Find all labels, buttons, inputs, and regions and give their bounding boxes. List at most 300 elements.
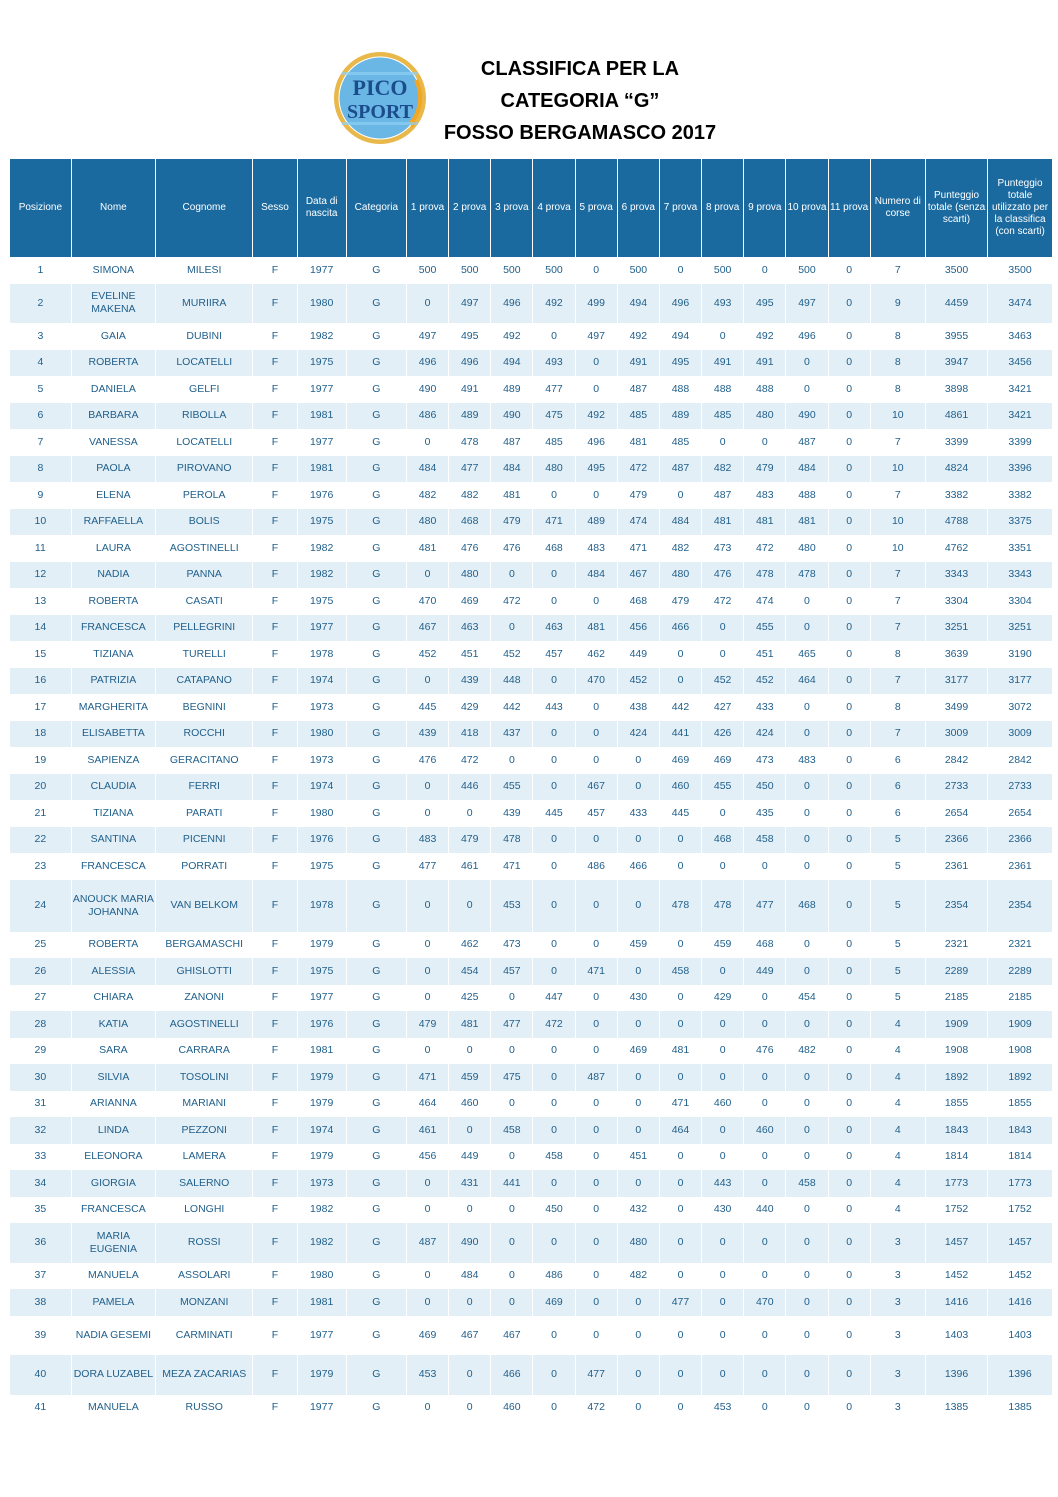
race-score-cell: 492 <box>575 403 617 430</box>
race-score-cell: 464 <box>659 1117 701 1144</box>
position-cell: 38 <box>10 1289 71 1316</box>
category-cell: G <box>346 853 406 880</box>
race-score-cell: 443 <box>702 1170 744 1197</box>
position-cell: 19 <box>10 747 71 774</box>
table-row <box>10 880 1052 932</box>
total-score-cell: 4861 <box>925 403 987 430</box>
total-score-cell: 3898 <box>925 376 987 403</box>
race-score-cell: 0 <box>659 932 701 959</box>
total-score-cell: 3399 <box>925 429 987 456</box>
race-score-cell: 458 <box>744 827 786 854</box>
races-count-cell: 6 <box>870 747 925 774</box>
race-score-cell: 0 <box>617 1170 659 1197</box>
race-score-cell: 0 <box>828 1117 870 1144</box>
race-score-cell: 0 <box>575 257 617 284</box>
races-count-cell: 9 <box>870 284 925 324</box>
race-score-cell: 470 <box>744 1289 786 1316</box>
race-score-cell: 472 <box>617 456 659 483</box>
races-count-cell: 6 <box>870 774 925 801</box>
race-score-cell: 483 <box>575 535 617 562</box>
race-score-cell: 460 <box>744 1117 786 1144</box>
race-score-cell: 442 <box>659 694 701 721</box>
sex-cell: F <box>253 1038 297 1065</box>
birth-year-cell: 1978 <box>297 641 346 668</box>
race-score-cell: 493 <box>702 284 744 324</box>
race-score-cell: 438 <box>617 694 659 721</box>
race-score-cell: 481 <box>449 1011 491 1038</box>
table-row <box>10 456 1052 483</box>
first-name-cell: EVELINE MAKENA <box>71 284 155 324</box>
race-score-cell: 424 <box>617 721 659 748</box>
first-name-cell: TIZIANA <box>71 641 155 668</box>
race-score-cell: 491 <box>702 350 744 377</box>
race-score-cell: 477 <box>491 1011 533 1038</box>
last-name-cell: FERRI <box>156 774 253 801</box>
race-score-cell: 477 <box>575 1355 617 1395</box>
position-cell: 27 <box>10 985 71 1012</box>
race-score-cell: 0 <box>617 1011 659 1038</box>
position-cell: 8 <box>10 456 71 483</box>
races-count-cell: 8 <box>870 323 925 350</box>
table-row <box>10 747 1052 774</box>
total-score-cell: 2842 <box>925 747 987 774</box>
first-name-cell: MARGHERITA <box>71 694 155 721</box>
race-score-cell: 0 <box>744 1316 786 1356</box>
race-score-cell: 477 <box>744 880 786 932</box>
race-score-cell: 0 <box>786 1117 828 1144</box>
last-name-cell: RIBOLLA <box>156 403 253 430</box>
race-score-cell: 468 <box>449 509 491 536</box>
race-score-cell: 468 <box>617 588 659 615</box>
races-count-cell: 4 <box>870 1011 925 1038</box>
total-score-cell: 3177 <box>925 668 987 695</box>
race-score-cell: 0 <box>786 1064 828 1091</box>
race-score-cell: 0 <box>491 1289 533 1316</box>
races-count-cell: 5 <box>870 932 925 959</box>
last-name-cell: PICENNI <box>156 827 253 854</box>
race-score-cell: 0 <box>491 747 533 774</box>
race-score-cell: 0 <box>828 774 870 801</box>
birth-year-cell: 1979 <box>297 932 346 959</box>
race-score-cell: 493 <box>533 350 575 377</box>
race-score-cell: 0 <box>786 588 828 615</box>
race-score-cell: 0 <box>575 1316 617 1356</box>
race-score-cell: 500 <box>786 257 828 284</box>
birth-year-cell: 1982 <box>297 562 346 589</box>
races-count-cell: 3 <box>870 1223 925 1263</box>
race-score-cell: 445 <box>406 694 448 721</box>
race-score-cell: 467 <box>406 615 448 642</box>
race-score-cell: 482 <box>702 456 744 483</box>
race-score-cell: 469 <box>617 1038 659 1065</box>
birth-year-cell: 1977 <box>297 985 346 1012</box>
race-score-cell: 458 <box>786 1170 828 1197</box>
race-score-cell: 0 <box>828 1011 870 1038</box>
race-score-cell: 445 <box>659 800 701 827</box>
races-count-cell: 10 <box>870 535 925 562</box>
table-row <box>10 535 1052 562</box>
race-score-cell: 0 <box>828 615 870 642</box>
birth-year-cell: 1977 <box>297 376 346 403</box>
first-name-cell: FRANCESCA <box>71 853 155 880</box>
race-score-cell: 0 <box>659 1170 701 1197</box>
total-score-cell: 2654 <box>925 800 987 827</box>
total-score-cell: 1773 <box>925 1170 987 1197</box>
pico-sport-logo <box>332 50 428 146</box>
last-name-cell: ASSOLARI <box>156 1263 253 1290</box>
race-score-cell: 0 <box>575 1223 617 1263</box>
races-count-cell: 7 <box>870 668 925 695</box>
race-score-cell: 500 <box>449 257 491 284</box>
race-score-cell: 0 <box>786 1263 828 1290</box>
race-score-cell: 454 <box>449 958 491 985</box>
race-score-cell: 0 <box>533 1170 575 1197</box>
race-score-cell: 0 <box>659 482 701 509</box>
first-name-cell: FRANCESCA <box>71 1197 155 1224</box>
ranking-score-cell: 1385 <box>988 1395 1052 1422</box>
race-score-cell: 488 <box>659 376 701 403</box>
race-score-cell: 450 <box>744 774 786 801</box>
position-cell: 3 <box>10 323 71 350</box>
column-header: Sesso <box>253 159 297 257</box>
race-score-cell: 460 <box>449 1091 491 1118</box>
ranking-table <box>10 159 1052 1421</box>
race-score-cell: 471 <box>659 1091 701 1118</box>
race-score-cell: 0 <box>449 800 491 827</box>
birth-year-cell: 1981 <box>297 456 346 483</box>
race-score-cell: 468 <box>744 932 786 959</box>
first-name-cell: NADIA <box>71 562 155 589</box>
birth-year-cell: 1980 <box>297 284 346 324</box>
race-score-cell: 0 <box>702 1355 744 1395</box>
race-score-cell: 476 <box>702 562 744 589</box>
race-score-cell: 459 <box>617 932 659 959</box>
svg-text:PICO: PICO <box>352 75 408 100</box>
race-score-cell: 0 <box>617 1289 659 1316</box>
race-score-cell: 0 <box>828 1170 870 1197</box>
race-score-cell: 0 <box>533 880 575 932</box>
race-score-cell: 478 <box>786 562 828 589</box>
race-score-cell: 492 <box>491 323 533 350</box>
last-name-cell: PEZZONI <box>156 1117 253 1144</box>
race-score-cell: 0 <box>533 668 575 695</box>
column-header: Categoria <box>346 159 406 257</box>
total-score-cell: 4459 <box>925 284 987 324</box>
category-cell: G <box>346 668 406 695</box>
column-header: Punteggio totale (senza scarti) <box>925 159 987 257</box>
race-score-cell: 489 <box>491 376 533 403</box>
races-count-cell: 3 <box>870 1289 925 1316</box>
sex-cell: F <box>253 1011 297 1038</box>
total-score-cell: 2366 <box>925 827 987 854</box>
race-score-cell: 483 <box>744 482 786 509</box>
sex-cell: F <box>253 985 297 1012</box>
race-score-cell: 0 <box>533 747 575 774</box>
races-count-cell: 5 <box>870 853 925 880</box>
birth-year-cell: 1974 <box>297 1117 346 1144</box>
race-score-cell: 0 <box>575 1170 617 1197</box>
race-score-cell: 479 <box>659 588 701 615</box>
race-score-cell: 451 <box>449 641 491 668</box>
ranking-score-cell: 3421 <box>988 403 1052 430</box>
first-name-cell: CHIARA <box>71 985 155 1012</box>
races-count-cell: 7 <box>870 615 925 642</box>
race-score-cell: 459 <box>702 932 744 959</box>
last-name-cell: MURIIRA <box>156 284 253 324</box>
race-score-cell: 0 <box>449 1289 491 1316</box>
total-score-cell: 3343 <box>925 562 987 589</box>
races-count-cell: 3 <box>870 1355 925 1395</box>
category-cell: G <box>346 827 406 854</box>
ranking-score-cell: 2354 <box>988 880 1052 932</box>
column-header: 9 prova <box>744 159 786 257</box>
race-score-cell: 0 <box>828 535 870 562</box>
race-score-cell: 0 <box>406 958 448 985</box>
race-score-cell: 475 <box>533 403 575 430</box>
race-score-cell: 440 <box>744 1197 786 1224</box>
race-score-cell: 500 <box>491 257 533 284</box>
race-score-cell: 484 <box>659 509 701 536</box>
birth-year-cell: 1975 <box>297 588 346 615</box>
total-score-cell: 3947 <box>925 350 987 377</box>
race-score-cell: 0 <box>828 853 870 880</box>
category-cell: G <box>346 1289 406 1316</box>
sex-cell: F <box>253 456 297 483</box>
race-score-cell: 0 <box>828 257 870 284</box>
first-name-cell: ELEONORA <box>71 1144 155 1171</box>
table-row <box>10 403 1052 430</box>
first-name-cell: ARIANNA <box>71 1091 155 1118</box>
race-score-cell: 0 <box>786 958 828 985</box>
birth-year-cell: 1979 <box>297 1144 346 1171</box>
last-name-cell: GHISLOTTI <box>156 958 253 985</box>
race-score-cell: 0 <box>575 350 617 377</box>
race-score-cell: 0 <box>533 1117 575 1144</box>
race-score-cell: 0 <box>575 588 617 615</box>
race-score-cell: 500 <box>617 257 659 284</box>
birth-year-cell: 1981 <box>297 1038 346 1065</box>
race-score-cell: 478 <box>744 562 786 589</box>
first-name-cell: GAIA <box>71 323 155 350</box>
sex-cell: F <box>253 509 297 536</box>
sex-cell: F <box>253 1355 297 1395</box>
race-score-cell: 0 <box>659 1064 701 1091</box>
race-score-cell: 0 <box>828 284 870 324</box>
race-score-cell: 451 <box>617 1144 659 1171</box>
race-score-cell: 481 <box>702 509 744 536</box>
race-score-cell: 0 <box>533 774 575 801</box>
birth-year-cell: 1982 <box>297 323 346 350</box>
races-count-cell: 4 <box>870 1170 925 1197</box>
race-score-cell: 0 <box>575 721 617 748</box>
race-score-cell: 0 <box>744 853 786 880</box>
race-score-cell: 480 <box>744 403 786 430</box>
race-score-cell: 0 <box>702 1011 744 1038</box>
race-score-cell: 439 <box>449 668 491 695</box>
race-score-cell: 439 <box>406 721 448 748</box>
race-score-cell: 477 <box>659 1289 701 1316</box>
race-score-cell: 480 <box>659 562 701 589</box>
race-score-cell: 494 <box>659 323 701 350</box>
table-row <box>10 1223 1052 1263</box>
race-score-cell: 477 <box>449 456 491 483</box>
race-score-cell: 448 <box>491 668 533 695</box>
race-score-cell: 472 <box>702 588 744 615</box>
race-score-cell: 464 <box>786 668 828 695</box>
category-cell: G <box>346 562 406 589</box>
race-score-cell: 0 <box>491 615 533 642</box>
races-count-cell: 4 <box>870 1038 925 1065</box>
race-score-cell: 490 <box>491 403 533 430</box>
race-score-cell: 435 <box>744 800 786 827</box>
last-name-cell: BOLIS <box>156 509 253 536</box>
race-score-cell: 0 <box>659 641 701 668</box>
total-score-cell: 1908 <box>925 1038 987 1065</box>
ranking-score-cell: 1396 <box>988 1355 1052 1395</box>
table-row <box>10 1289 1052 1316</box>
column-header: Nome <box>71 159 155 257</box>
race-score-cell: 0 <box>786 615 828 642</box>
position-cell: 15 <box>10 641 71 668</box>
race-score-cell: 0 <box>702 1316 744 1356</box>
race-score-cell: 0 <box>828 694 870 721</box>
race-score-cell: 0 <box>659 853 701 880</box>
races-count-cell: 7 <box>870 429 925 456</box>
race-score-cell: 0 <box>659 1316 701 1356</box>
race-score-cell: 0 <box>702 853 744 880</box>
category-cell: G <box>346 1355 406 1395</box>
race-score-cell: 429 <box>449 694 491 721</box>
races-count-cell: 7 <box>870 257 925 284</box>
race-score-cell: 0 <box>828 985 870 1012</box>
race-score-cell: 0 <box>533 562 575 589</box>
race-score-cell: 0 <box>449 880 491 932</box>
last-name-cell: CARRARA <box>156 1038 253 1065</box>
race-score-cell: 455 <box>702 774 744 801</box>
page-title <box>430 53 730 149</box>
last-name-cell: PORRATI <box>156 853 253 880</box>
table-row <box>10 932 1052 959</box>
race-score-cell: 0 <box>575 1263 617 1290</box>
ranking-score-cell: 1403 <box>988 1316 1052 1356</box>
race-score-cell: 461 <box>406 1117 448 1144</box>
race-score-cell: 0 <box>449 1395 491 1422</box>
race-score-cell: 0 <box>575 1144 617 1171</box>
sex-cell: F <box>253 350 297 377</box>
race-score-cell: 482 <box>786 1038 828 1065</box>
race-score-cell: 0 <box>533 323 575 350</box>
race-score-cell: 487 <box>659 456 701 483</box>
race-score-cell: 484 <box>449 1263 491 1290</box>
birth-year-cell: 1978 <box>297 880 346 932</box>
race-score-cell: 464 <box>406 1091 448 1118</box>
birth-year-cell: 1980 <box>297 1263 346 1290</box>
race-score-cell: 484 <box>406 456 448 483</box>
birth-year-cell: 1982 <box>297 1223 346 1263</box>
race-score-cell: 0 <box>575 880 617 932</box>
ranking-score-cell: 3009 <box>988 721 1052 748</box>
position-cell: 32 <box>10 1117 71 1144</box>
ranking-score-cell: 3421 <box>988 376 1052 403</box>
race-score-cell: 0 <box>702 1038 744 1065</box>
race-score-cell: 0 <box>786 1144 828 1171</box>
category-cell: G <box>346 535 406 562</box>
category-cell: G <box>346 1263 406 1290</box>
race-score-cell: 479 <box>449 827 491 854</box>
sex-cell: F <box>253 958 297 985</box>
position-cell: 10 <box>10 509 71 536</box>
race-score-cell: 0 <box>406 932 448 959</box>
race-score-cell: 473 <box>491 932 533 959</box>
position-cell: 28 <box>10 1011 71 1038</box>
total-score-cell: 3499 <box>925 694 987 721</box>
birth-year-cell: 1976 <box>297 1011 346 1038</box>
race-score-cell: 0 <box>406 562 448 589</box>
table-row <box>10 641 1052 668</box>
birth-year-cell: 1973 <box>297 1170 346 1197</box>
title-line-2: CATEGORIA “G” <box>500 90 660 112</box>
category-cell: G <box>346 800 406 827</box>
last-name-cell: PEROLA <box>156 482 253 509</box>
race-score-cell: 0 <box>786 1197 828 1224</box>
race-score-cell: 466 <box>617 853 659 880</box>
race-score-cell: 490 <box>406 376 448 403</box>
total-score-cell: 2733 <box>925 774 987 801</box>
first-name-cell: MANUELA <box>71 1263 155 1290</box>
race-score-cell: 439 <box>491 800 533 827</box>
race-score-cell: 482 <box>449 482 491 509</box>
total-score-cell: 3304 <box>925 588 987 615</box>
race-score-cell: 0 <box>617 958 659 985</box>
column-header: 2 prova <box>449 159 491 257</box>
sex-cell: F <box>253 932 297 959</box>
race-score-cell: 475 <box>491 1064 533 1091</box>
races-count-cell: 7 <box>870 721 925 748</box>
table-row <box>10 774 1052 801</box>
race-score-cell: 469 <box>449 588 491 615</box>
position-cell: 36 <box>10 1223 71 1263</box>
total-score-cell: 2321 <box>925 932 987 959</box>
race-score-cell: 0 <box>533 1395 575 1422</box>
category-cell: G <box>346 1117 406 1144</box>
position-cell: 6 <box>10 403 71 430</box>
race-score-cell: 0 <box>786 1011 828 1038</box>
position-cell: 11 <box>10 535 71 562</box>
first-name-cell: VANESSA <box>71 429 155 456</box>
position-cell: 34 <box>10 1170 71 1197</box>
race-score-cell: 463 <box>533 615 575 642</box>
race-score-cell: 482 <box>617 1263 659 1290</box>
race-score-cell: 488 <box>786 482 828 509</box>
ranking-score-cell: 1773 <box>988 1170 1052 1197</box>
races-count-cell: 4 <box>870 1197 925 1224</box>
race-score-cell: 0 <box>828 668 870 695</box>
column-header: 10 prova <box>786 159 828 257</box>
race-score-cell: 0 <box>702 1144 744 1171</box>
race-score-cell: 0 <box>702 641 744 668</box>
race-score-cell: 449 <box>449 1144 491 1171</box>
total-score-cell: 2289 <box>925 958 987 985</box>
last-name-cell: CARMINATI <box>156 1316 253 1356</box>
race-score-cell: 453 <box>406 1355 448 1395</box>
sex-cell: F <box>253 482 297 509</box>
race-score-cell: 452 <box>491 641 533 668</box>
race-score-cell: 0 <box>828 376 870 403</box>
table-row <box>10 853 1052 880</box>
ranking-score-cell: 3399 <box>988 429 1052 456</box>
race-score-cell: 471 <box>406 1064 448 1091</box>
race-score-cell: 0 <box>406 1170 448 1197</box>
